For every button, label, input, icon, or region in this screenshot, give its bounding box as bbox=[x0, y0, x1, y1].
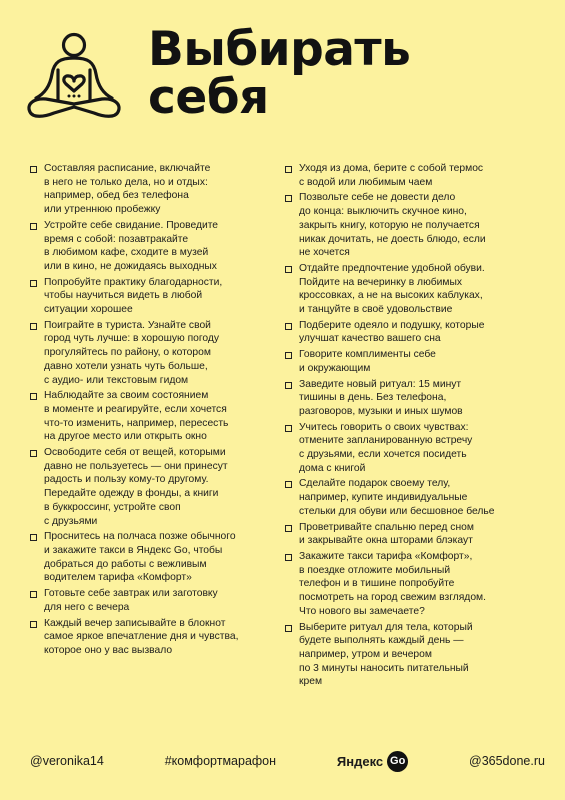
checklist-item bbox=[285, 521, 547, 548]
checklist-item-text: Подберите одеяло и подушку, которые улучшат качество вашего сна bbox=[299, 319, 485, 345]
checklist-right bbox=[285, 162, 547, 691]
checkbox[interactable] bbox=[285, 323, 292, 330]
checkbox[interactable] bbox=[30, 621, 37, 628]
go-badge: Go bbox=[387, 751, 408, 772]
checklist-item-text: Сделайте подарок своему телу, например, купите индивидуальные стельки для обуви или бесшовное белье bbox=[299, 478, 495, 517]
checklist-item bbox=[30, 617, 278, 658]
brand-name: Яндекс bbox=[336, 753, 384, 769]
checkbox[interactable] bbox=[285, 554, 292, 561]
yandex-go-logo bbox=[337, 751, 408, 772]
checkbox[interactable] bbox=[285, 481, 292, 488]
checkbox[interactable] bbox=[30, 591, 37, 598]
checklist-item bbox=[30, 276, 278, 317]
checkbox[interactable] bbox=[285, 382, 292, 389]
checklist-item-text: Говорите комплименты себе и окружающим bbox=[299, 349, 436, 374]
checklist-item-text: Попробуйте практику благодарности, чтобы научиться видеть в любой ситуации хорошее bbox=[44, 276, 223, 316]
checklist-item-text: Проснитесь на полчаса позже обычного и закажите такси в Яндекс Go, чтобы добраться до работы с вежливым водителем тарифа «Комфорт» bbox=[44, 531, 236, 584]
checkbox[interactable] bbox=[30, 280, 37, 287]
checklist-item-text: Составляя расписание, включайте в него не только дела, но и отдых: например, обед без телефона или утреннюю пробежку bbox=[44, 163, 211, 216]
checklist-item bbox=[30, 587, 278, 614]
checklist-item bbox=[285, 477, 547, 518]
page-title bbox=[148, 22, 411, 125]
checklist-item-text: Учитесь говорить о своих чувствах: отмените запланированную встречу с друзьями, если хочется посидеть дома с книгой bbox=[299, 421, 473, 474]
checkbox[interactable] bbox=[30, 166, 37, 173]
checklist-item-text: Проветривайте спальню перед сном и закрывайте окна шторами блэкаут bbox=[299, 521, 474, 547]
footer bbox=[30, 750, 545, 772]
checkbox[interactable] bbox=[285, 195, 292, 202]
checklist-item-text: Закажите такси тарифа «Комфорт», в поездке отложите мобильный телефон и в тишине попробуйте посмотреть на город свежим взглядом. Что нового вы замечаете? bbox=[299, 550, 486, 617]
header bbox=[0, 0, 565, 150]
hashtag-link[interactable]: #комфортмарафон bbox=[164, 754, 277, 768]
checkbox[interactable] bbox=[285, 266, 292, 273]
checklist-item bbox=[30, 319, 278, 388]
checkbox[interactable] bbox=[30, 393, 37, 400]
checklist-item bbox=[30, 530, 278, 585]
checklist-item-text: Позвольте себе не довести дело до конца: выключить скучное кино, закрыть книгу, которую не получается никак дочитать, не доесть блюдо, если не хочется bbox=[299, 192, 486, 259]
page-title-line1: Выбирать bbox=[148, 22, 411, 77]
checklist-item bbox=[30, 219, 278, 274]
checkbox[interactable] bbox=[285, 425, 292, 432]
checklist-item-text: Готовьте себе завтрак или заготовку для него с вечера bbox=[44, 588, 218, 613]
checklist-item bbox=[285, 162, 547, 189]
checkbox[interactable] bbox=[285, 625, 292, 632]
checklist-item-text: Устройте себе свидание. Проведите время с собой: позавтракайте в любимом кафе, сходите в музей или в кино, не дожидаясь выходных bbox=[44, 219, 219, 272]
checkbox[interactable] bbox=[30, 323, 37, 330]
checklist-item-text: Отдайте предпочтение удобной обуви. Пойдите на вечеринку в любимых кроссовках, а не на высоких каблуках, и танцуйте в своё удовольствие bbox=[299, 262, 485, 316]
checklist-left bbox=[30, 162, 278, 660]
checklist-item-text: Уходя из дома, берите с собой термос с водой или любимым чаем bbox=[299, 163, 484, 188]
checklist-item bbox=[30, 162, 278, 217]
checklist-item bbox=[285, 191, 547, 260]
checkbox[interactable] bbox=[30, 223, 37, 230]
checklist-item-text: Наблюдайте за своим состоянием в моменте и реагируйте, если хочется что-то изменить, например, пересесть на другое место или открыть окно bbox=[44, 390, 229, 443]
page-title-line2: себя bbox=[148, 70, 269, 125]
checklist-item bbox=[30, 389, 278, 444]
checkbox[interactable] bbox=[30, 450, 37, 457]
site-link[interactable]: @365done.ru bbox=[469, 754, 545, 768]
checklist-item bbox=[285, 421, 547, 476]
meditating-person-heart-icon bbox=[22, 28, 126, 128]
author-handle-link[interactable]: @veronika14 bbox=[30, 754, 104, 768]
checkbox[interactable] bbox=[285, 166, 292, 173]
checklist-item bbox=[285, 550, 547, 619]
checklist-item bbox=[285, 621, 547, 690]
checklist-item-text: Заведите новый ритуал: 15 минут тишины в день. Без телефона, разговоров, музыки и иных шумов bbox=[299, 378, 463, 417]
checklist-item bbox=[285, 348, 547, 375]
checkbox[interactable] bbox=[285, 525, 292, 532]
checklist-item bbox=[285, 378, 547, 419]
checklist-item bbox=[285, 262, 547, 317]
checklist-item bbox=[285, 319, 547, 346]
checklist-item-text: Поиграйте в туриста. Узнайте свой город чуть лучше: в хорошую погоду прогуляйтесь по району, о котором давно хотели узнать чуть больше, с аудио- или текстовым гидом bbox=[44, 319, 220, 386]
checklist-item-text: Освободите себя от вещей, которыми давно не пользуетесь — они принесут радость и пользу кому-то другому. Передайте одежду в фонды, а книги в буккроссинг, устройте своп с друзьями bbox=[44, 447, 228, 527]
checklist-item-text: Каждый вечер записывайте в блокнот самое яркое впечатление дня и чувства, которое оно у вас вызвало bbox=[44, 617, 239, 656]
checklist-item-text: Выберите ритуал для тела, который будете выполнять каждый день — например, утром и вечером по 3 минуты наносить питательный крем bbox=[299, 621, 473, 688]
checkbox[interactable] bbox=[285, 352, 292, 359]
checkbox[interactable] bbox=[30, 534, 37, 541]
checklist-item bbox=[30, 446, 278, 528]
